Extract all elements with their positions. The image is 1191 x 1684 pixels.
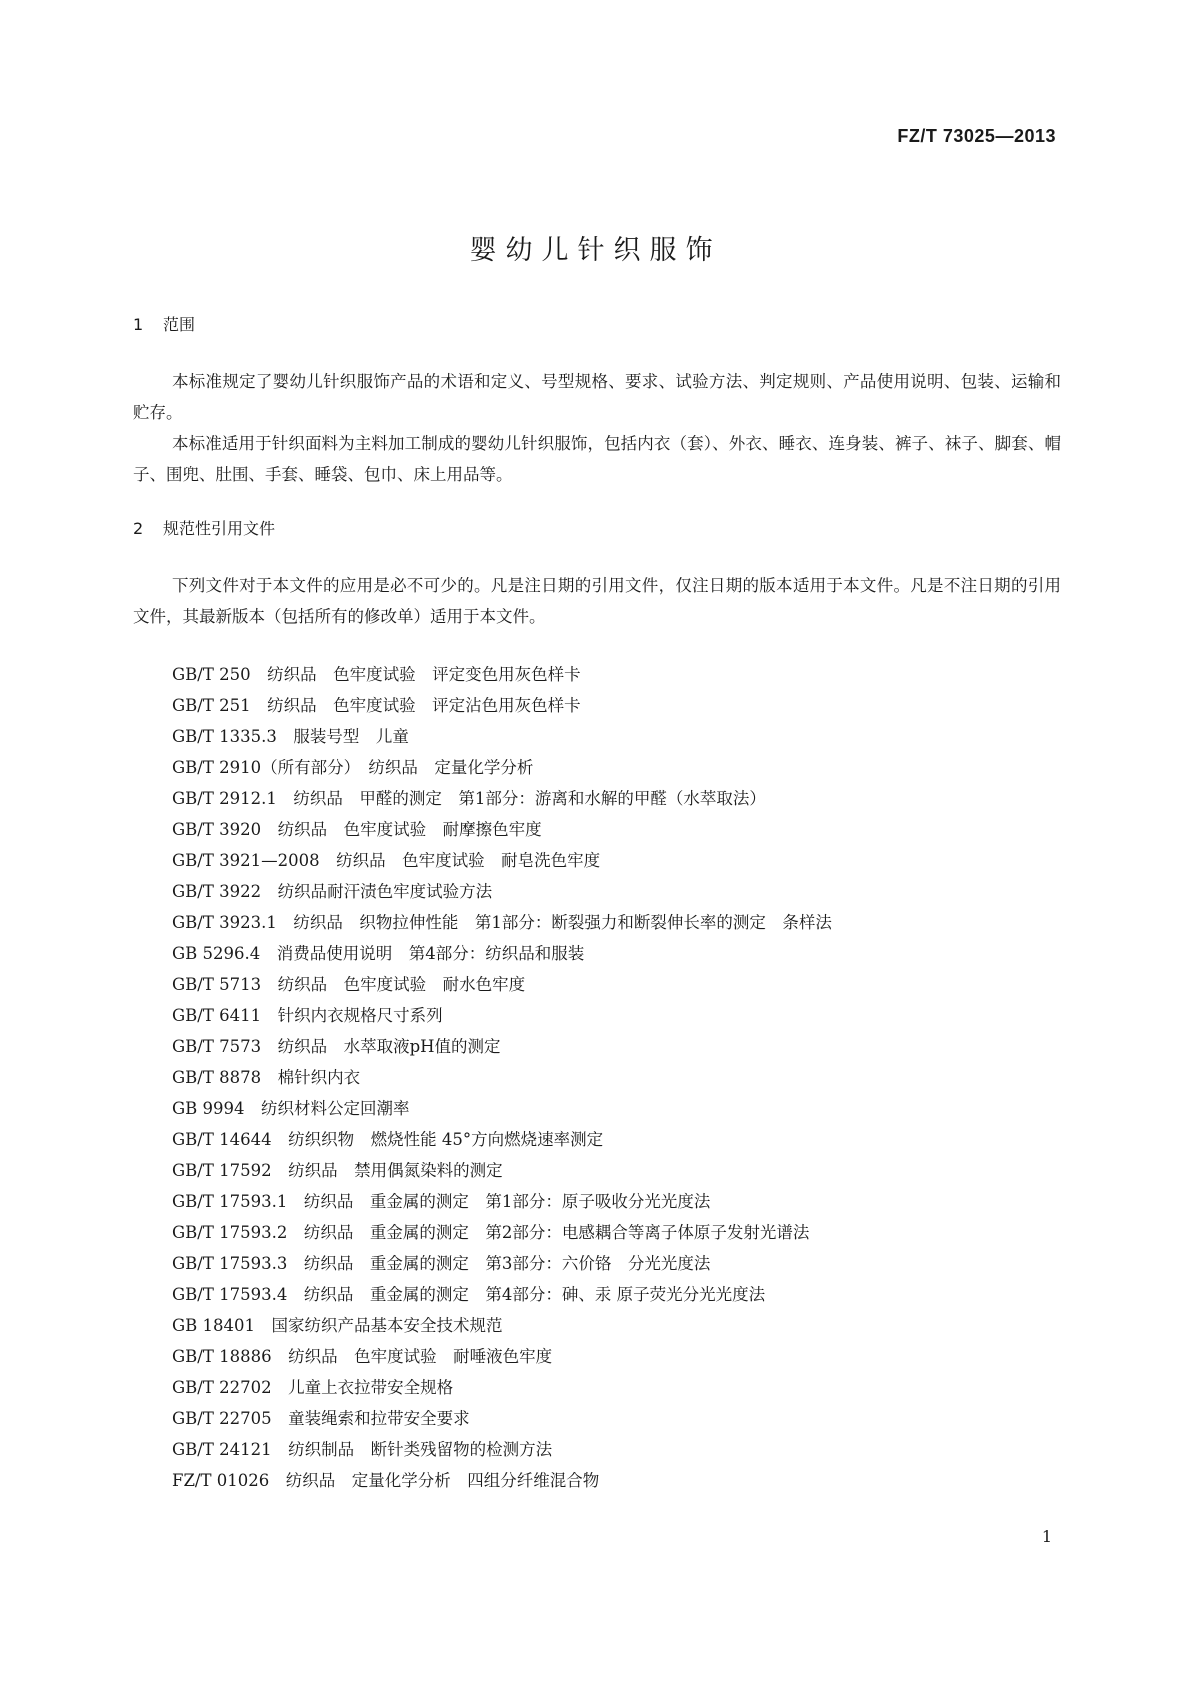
reference-item: FZ/T 01026 纺织品 定量化学分析 四组分纤维混合物 [172,1471,600,1490]
reference-item: GB/T 22702 儿童上衣拉带安全规格 [172,1378,454,1397]
reference-item: GB/T 2912.1 纺织品 甲醛的测定 第1部分：游离和水解的甲醛（水萃取法） [172,789,766,808]
reference-item: GB/T 8878 棉针织内衣 [172,1068,361,1087]
reference-item: GB/T 3921—2008 纺织品 色牢度试验 耐皂洗色牢度 [172,851,601,870]
reference-item: GB/T 6411 针织内衣规格尺寸系列 [172,1006,443,1025]
reference-item: GB/T 17592 纺织品 禁用偶氮染料的测定 [172,1161,503,1180]
reference-list [172,659,832,1496]
reference-item: GB/T 5713 纺织品 色牢度试验 耐水色牢度 [172,975,526,994]
section-2-number: 2 [133,519,144,538]
reference-item: GB 18401 国家纺织产品基本安全技术规范 [172,1316,503,1335]
reference-item: GB/T 3922 纺织品耐汗渍色牢度试验方法 [172,882,493,901]
section-1-heading [133,312,195,335]
reference-item: GB/T 17593.4 纺织品 重金属的测定 第4部分：砷、汞 原子荧光分光光度法 [172,1285,766,1304]
standard-code: FZ/T 73025—2013 [897,126,1056,146]
reference-item: GB/T 1335.3 服装号型 儿童 [172,727,409,746]
section-1-paragraph-2: 本标准适用于针织面料为主料加工制成的婴幼儿针织服饰，包括内衣（套）、外衣、睡衣、连身装、裤子、袜子、脚套、帽子、围兜、肚围、手套、睡袋、包巾、床上用品等。 [133,434,1061,484]
reference-item: GB/T 3920 纺织品 色牢度试验 耐摩擦色牢度 [172,820,542,839]
reference-item: GB/T 24121 纺织制品 断针类残留物的检测方法 [172,1440,553,1459]
section-1-number: 1 [133,315,144,334]
reference-item: GB/T 251 纺织品 色牢度试验 评定沾色用灰色样卡 [172,696,581,715]
section-1-title: 范围 [163,315,196,334]
page-number: 1 [1041,1527,1052,1546]
reference-item: GB/T 7573 纺织品 水萃取液pH值的测定 [172,1037,501,1056]
reference-item: GB/T 250 纺织品 色牢度试验 评定变色用灰色样卡 [172,665,581,684]
reference-item: GB/T 17593.2 纺织品 重金属的测定 第2部分：电感耦合等离子体原子发射光谱法 [172,1223,810,1242]
section-2-heading [133,516,275,539]
reference-item: GB/T 17593.1 纺织品 重金属的测定 第1部分：原子吸收分光光度法 [172,1192,711,1211]
section-2-intro: 下列文件对于本文件的应用是必不可少的。凡是注日期的引用文件，仅注日期的版本适用于本文件。凡是不注日期的引用文件，其最新版本（包括所有的修改单）适用于本文件。 [133,576,1061,626]
section-1-paragraph-1: 本标准规定了婴幼儿针织服饰产品的术语和定义、号型规格、要求、试验方法、判定规则、产品使用说明、包装、运输和贮存。 [133,372,1061,422]
reference-item: GB 5296.4 消费品使用说明 第4部分：纺织品和服装 [172,944,585,963]
section-2-title: 规范性引用文件 [163,519,276,538]
reference-item: GB/T 17593.3 纺织品 重金属的测定 第3部分：六价铬 分光光度法 [172,1254,711,1273]
reference-item: GB 9994 纺织材料公定回潮率 [172,1099,410,1118]
reference-item: GB/T 18886 纺织品 色牢度试验 耐唾液色牢度 [172,1347,553,1366]
reference-item: GB/T 3923.1 纺织品 织物拉伸性能 第1部分：断裂强力和断裂伸长率的测定 条样法 [172,913,832,932]
reference-item: GB/T 14644 纺织织物 燃烧性能 45°方向燃烧速率测定 [172,1130,604,1149]
reference-item: GB/T 2910（所有部分） 纺织品 定量化学分析 [172,758,534,777]
document-title: 婴幼儿针织服饰 [469,235,722,266]
reference-item: GB/T 22705 童装绳索和拉带安全要求 [172,1409,470,1428]
